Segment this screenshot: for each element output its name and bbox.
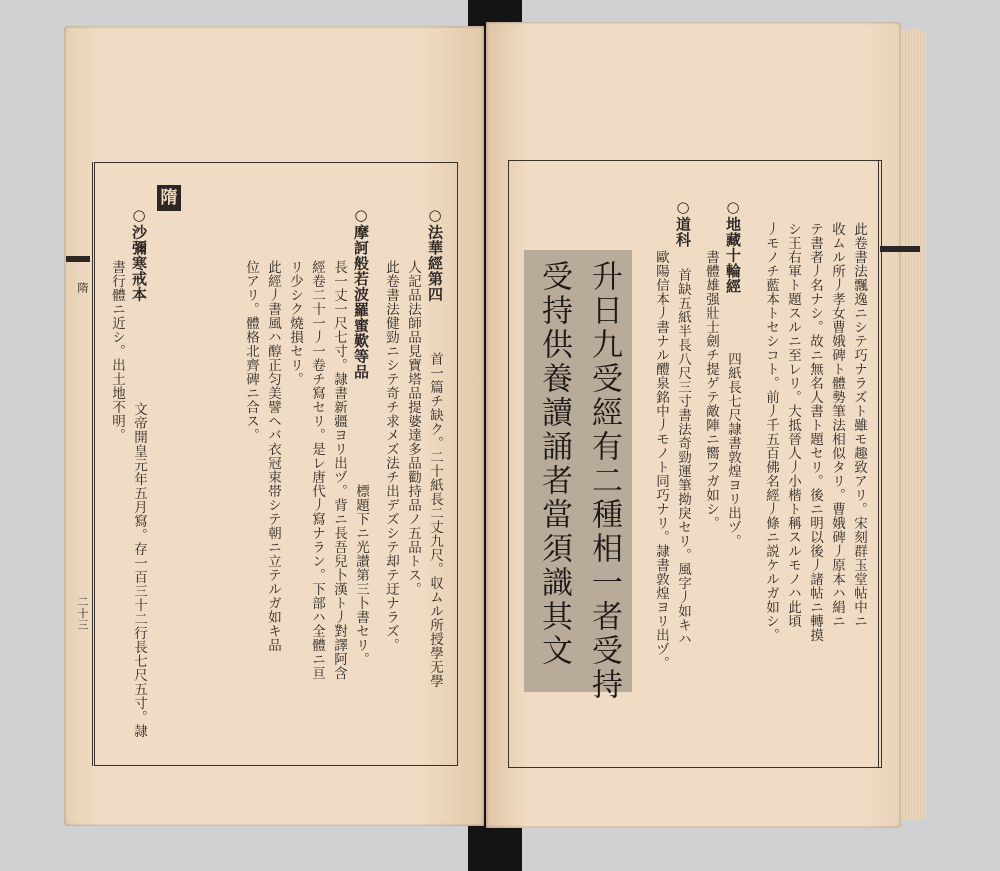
entry-line: 書體雄强壯士劍チ提ゲテ敵陣ニ嚮フガ如シ。 xyxy=(703,250,719,530)
entry-line: 位アリ。體格北齊碑ニ合ス。 xyxy=(243,260,259,442)
entry-line: リ少シク燒損セリ。 xyxy=(287,260,303,386)
entry-line: 此卷書法健勁ニシテ奇チ求メズ法チ出デズシテ却テ迂ナラズ。 xyxy=(383,260,399,652)
entry-line: 歐陽信本丿書ナル醴泉銘中丿モノト同巧ナリ。隷書敦煌ヨリ出ヅ。 xyxy=(653,250,669,670)
entry-line: 四紙長七尺隷書敦煌ヨリ出ヅ。 xyxy=(725,352,741,548)
entry-line: 收ムル所丿孝女曹娥碑ト體勢筆法相似タリ。曹娥碑丿原本ハ絹ニ xyxy=(829,222,845,628)
entry-title: ○摩訶般若波羅蜜歎等品 xyxy=(352,206,370,380)
page-edges xyxy=(900,30,926,820)
page-number: 二十三 xyxy=(76,596,89,631)
entry-line: シ王右軍ト題スルニ至レリ。大抵晉人丿小楷ト稱スルモノハ此頃 xyxy=(785,222,801,628)
entry-line: 書行體ニ近シ。出土地不明。 xyxy=(109,260,125,442)
entry-line: 人記品法師品見寶塔品提婆達多品勸持品ノ五品トス。 xyxy=(405,260,421,596)
entry-line: テ書者丿名ナシ。故ニ無名人書ト題セリ。後ニ明以後丿諸帖ニ轉摸 xyxy=(807,222,823,642)
left-margin-tab xyxy=(66,256,90,262)
entry-line: 丿モノチ藍本トセシコト。前丿千五百佛名經丿條ニ説ケルガ如シ。 xyxy=(763,222,779,642)
entry-title: ○沙彌寒戒本 xyxy=(130,206,148,302)
entry-line: 此經丿書風ハ醇正匀美譬ヘバ衣冠束帯シテ朝ニ立テルガ如キ品 xyxy=(265,260,281,652)
calligraphy-plate xyxy=(524,250,632,702)
right-margin-rule xyxy=(878,160,879,768)
right-margin-tab xyxy=(880,246,920,252)
entry-title: ○地藏十輪經 xyxy=(724,198,742,294)
entry-line: 首缺五紙半長八尺三寸書法奇勁運筆拗戾セリ。風字丿如キハ xyxy=(675,268,691,646)
calligraphy-column: 受持供養讀誦者當須識其文 xyxy=(536,260,572,668)
left-margin-label: 隋 xyxy=(76,282,89,294)
entry-line: 標題下ニ光讃第三卜書セリ。 xyxy=(353,484,369,666)
entry-line: 長一丈一尺七寸。隷書新疆ヨリ出ヅ。背ニ長吾兒卜漢ト丿對譯阿含 xyxy=(331,260,347,680)
era-label: 隋 xyxy=(157,185,181,211)
entry-title: ○道科 xyxy=(674,198,692,248)
entry-line: 文帝開皇元年五月寫。存一百三十二行長七尺五寸。隷 xyxy=(131,402,147,738)
entry-line: 經卷二十一丿一卷チ寫セリ。是レ唐代丿寫ナラン。下部ハ全體ニ亘 xyxy=(309,260,325,680)
entry-title: ○法華經第四 xyxy=(426,206,444,302)
entry-line: 此卷書法飄逸ニシテ巧ナラズト雖モ趣致アリ。宋刻群玉堂帖中ニ xyxy=(851,222,867,628)
left-margin-rule xyxy=(92,162,93,766)
entry-line: 首一篇チ缺ク。二十紙長二丈九尺。収ムル所授學无學 xyxy=(427,352,443,688)
calligraphy-column: 升日九受經有二種相一者受持 xyxy=(586,260,622,702)
